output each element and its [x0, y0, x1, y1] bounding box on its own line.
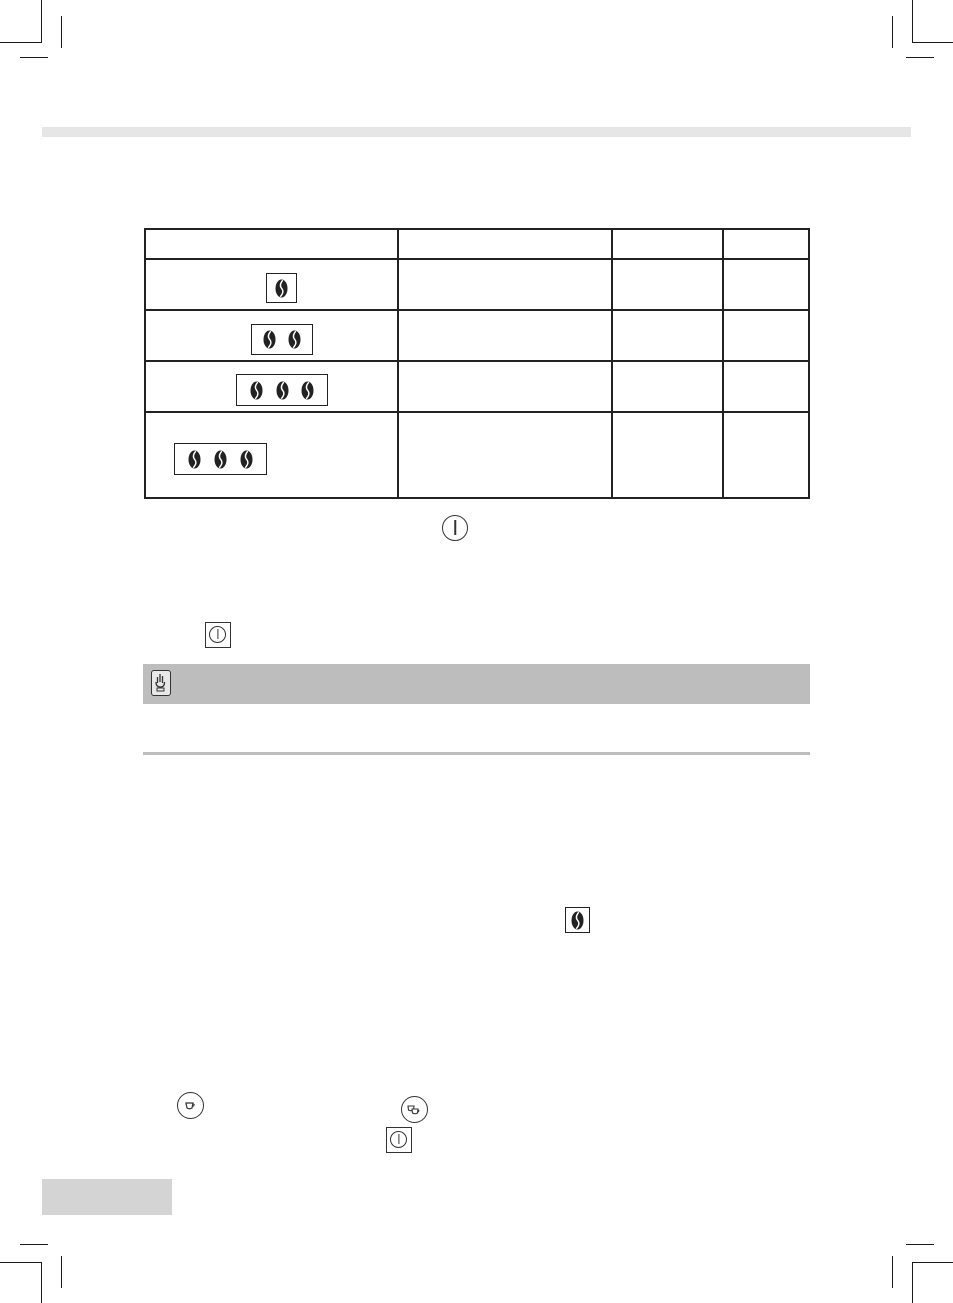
table-cell-beans	[145, 412, 398, 498]
table-cell	[612, 361, 723, 412]
double-cup-icon	[401, 1096, 428, 1123]
table-cell	[398, 412, 612, 498]
section-divider	[143, 752, 810, 755]
hand-note-icon	[151, 670, 171, 696]
bean-indicator-2	[251, 324, 313, 355]
coffee-bean-icon	[571, 911, 584, 930]
crop-mark	[912, 1262, 953, 1263]
table-row	[145, 259, 809, 310]
crop-mark	[912, 0, 913, 42]
strength-table	[144, 228, 810, 499]
coffee-bean-icon	[263, 330, 276, 349]
table-cell	[723, 412, 809, 498]
bean-indicator-1	[266, 273, 297, 303]
crop-mark	[41, 0, 42, 42]
crop-mark	[906, 57, 934, 58]
crop-mark	[20, 57, 48, 58]
table-cell	[398, 310, 612, 361]
crop-mark	[20, 1244, 48, 1245]
crop-mark	[906, 1244, 934, 1245]
coffee-bean-icon	[275, 279, 288, 298]
power-button-icon	[205, 622, 231, 648]
coffee-bean-icon	[240, 450, 253, 469]
crop-mark	[61, 1256, 62, 1288]
crop-mark	[41, 1262, 42, 1303]
table-cell	[145, 229, 398, 259]
table-cell	[723, 361, 809, 412]
bean-inline-icon	[565, 907, 590, 933]
crop-mark	[892, 16, 893, 48]
coffee-bean-icon	[301, 381, 314, 400]
coffee-bean-icon	[288, 330, 301, 349]
crop-mark	[61, 16, 62, 48]
page-number-tab	[42, 1179, 172, 1215]
crop-mark	[0, 42, 42, 43]
table-header-row	[145, 229, 809, 259]
coffee-bean-icon	[250, 381, 263, 400]
power-button-icon	[386, 1127, 412, 1153]
coffee-bean-icon	[214, 450, 227, 469]
table-cell	[612, 229, 723, 259]
header-band	[42, 127, 911, 137]
crop-mark	[912, 42, 953, 43]
table-row	[145, 412, 809, 498]
crop-mark	[912, 1262, 913, 1303]
table-cell	[612, 412, 723, 498]
table-cell	[398, 229, 612, 259]
table-cell-beans	[145, 310, 398, 361]
coffee-bean-icon	[188, 450, 201, 469]
table-cell	[612, 259, 723, 310]
coffee-bean-icon	[276, 381, 289, 400]
power-icon	[442, 515, 468, 541]
table-cell	[723, 310, 809, 361]
table-cell-beans	[145, 361, 398, 412]
crop-mark	[0, 1262, 42, 1263]
bean-indicator-3-alt	[174, 443, 267, 475]
bean-indicator-3	[236, 374, 328, 406]
crop-mark	[892, 1256, 893, 1288]
table-cell	[723, 259, 809, 310]
note-bar	[143, 664, 810, 704]
table-cell	[398, 259, 612, 310]
table-cell-beans	[145, 259, 398, 310]
table-cell	[723, 229, 809, 259]
table-row	[145, 310, 809, 361]
table-cell	[612, 310, 723, 361]
single-cup-icon	[177, 1092, 204, 1119]
table-cell	[398, 361, 612, 412]
table-row	[145, 361, 809, 412]
